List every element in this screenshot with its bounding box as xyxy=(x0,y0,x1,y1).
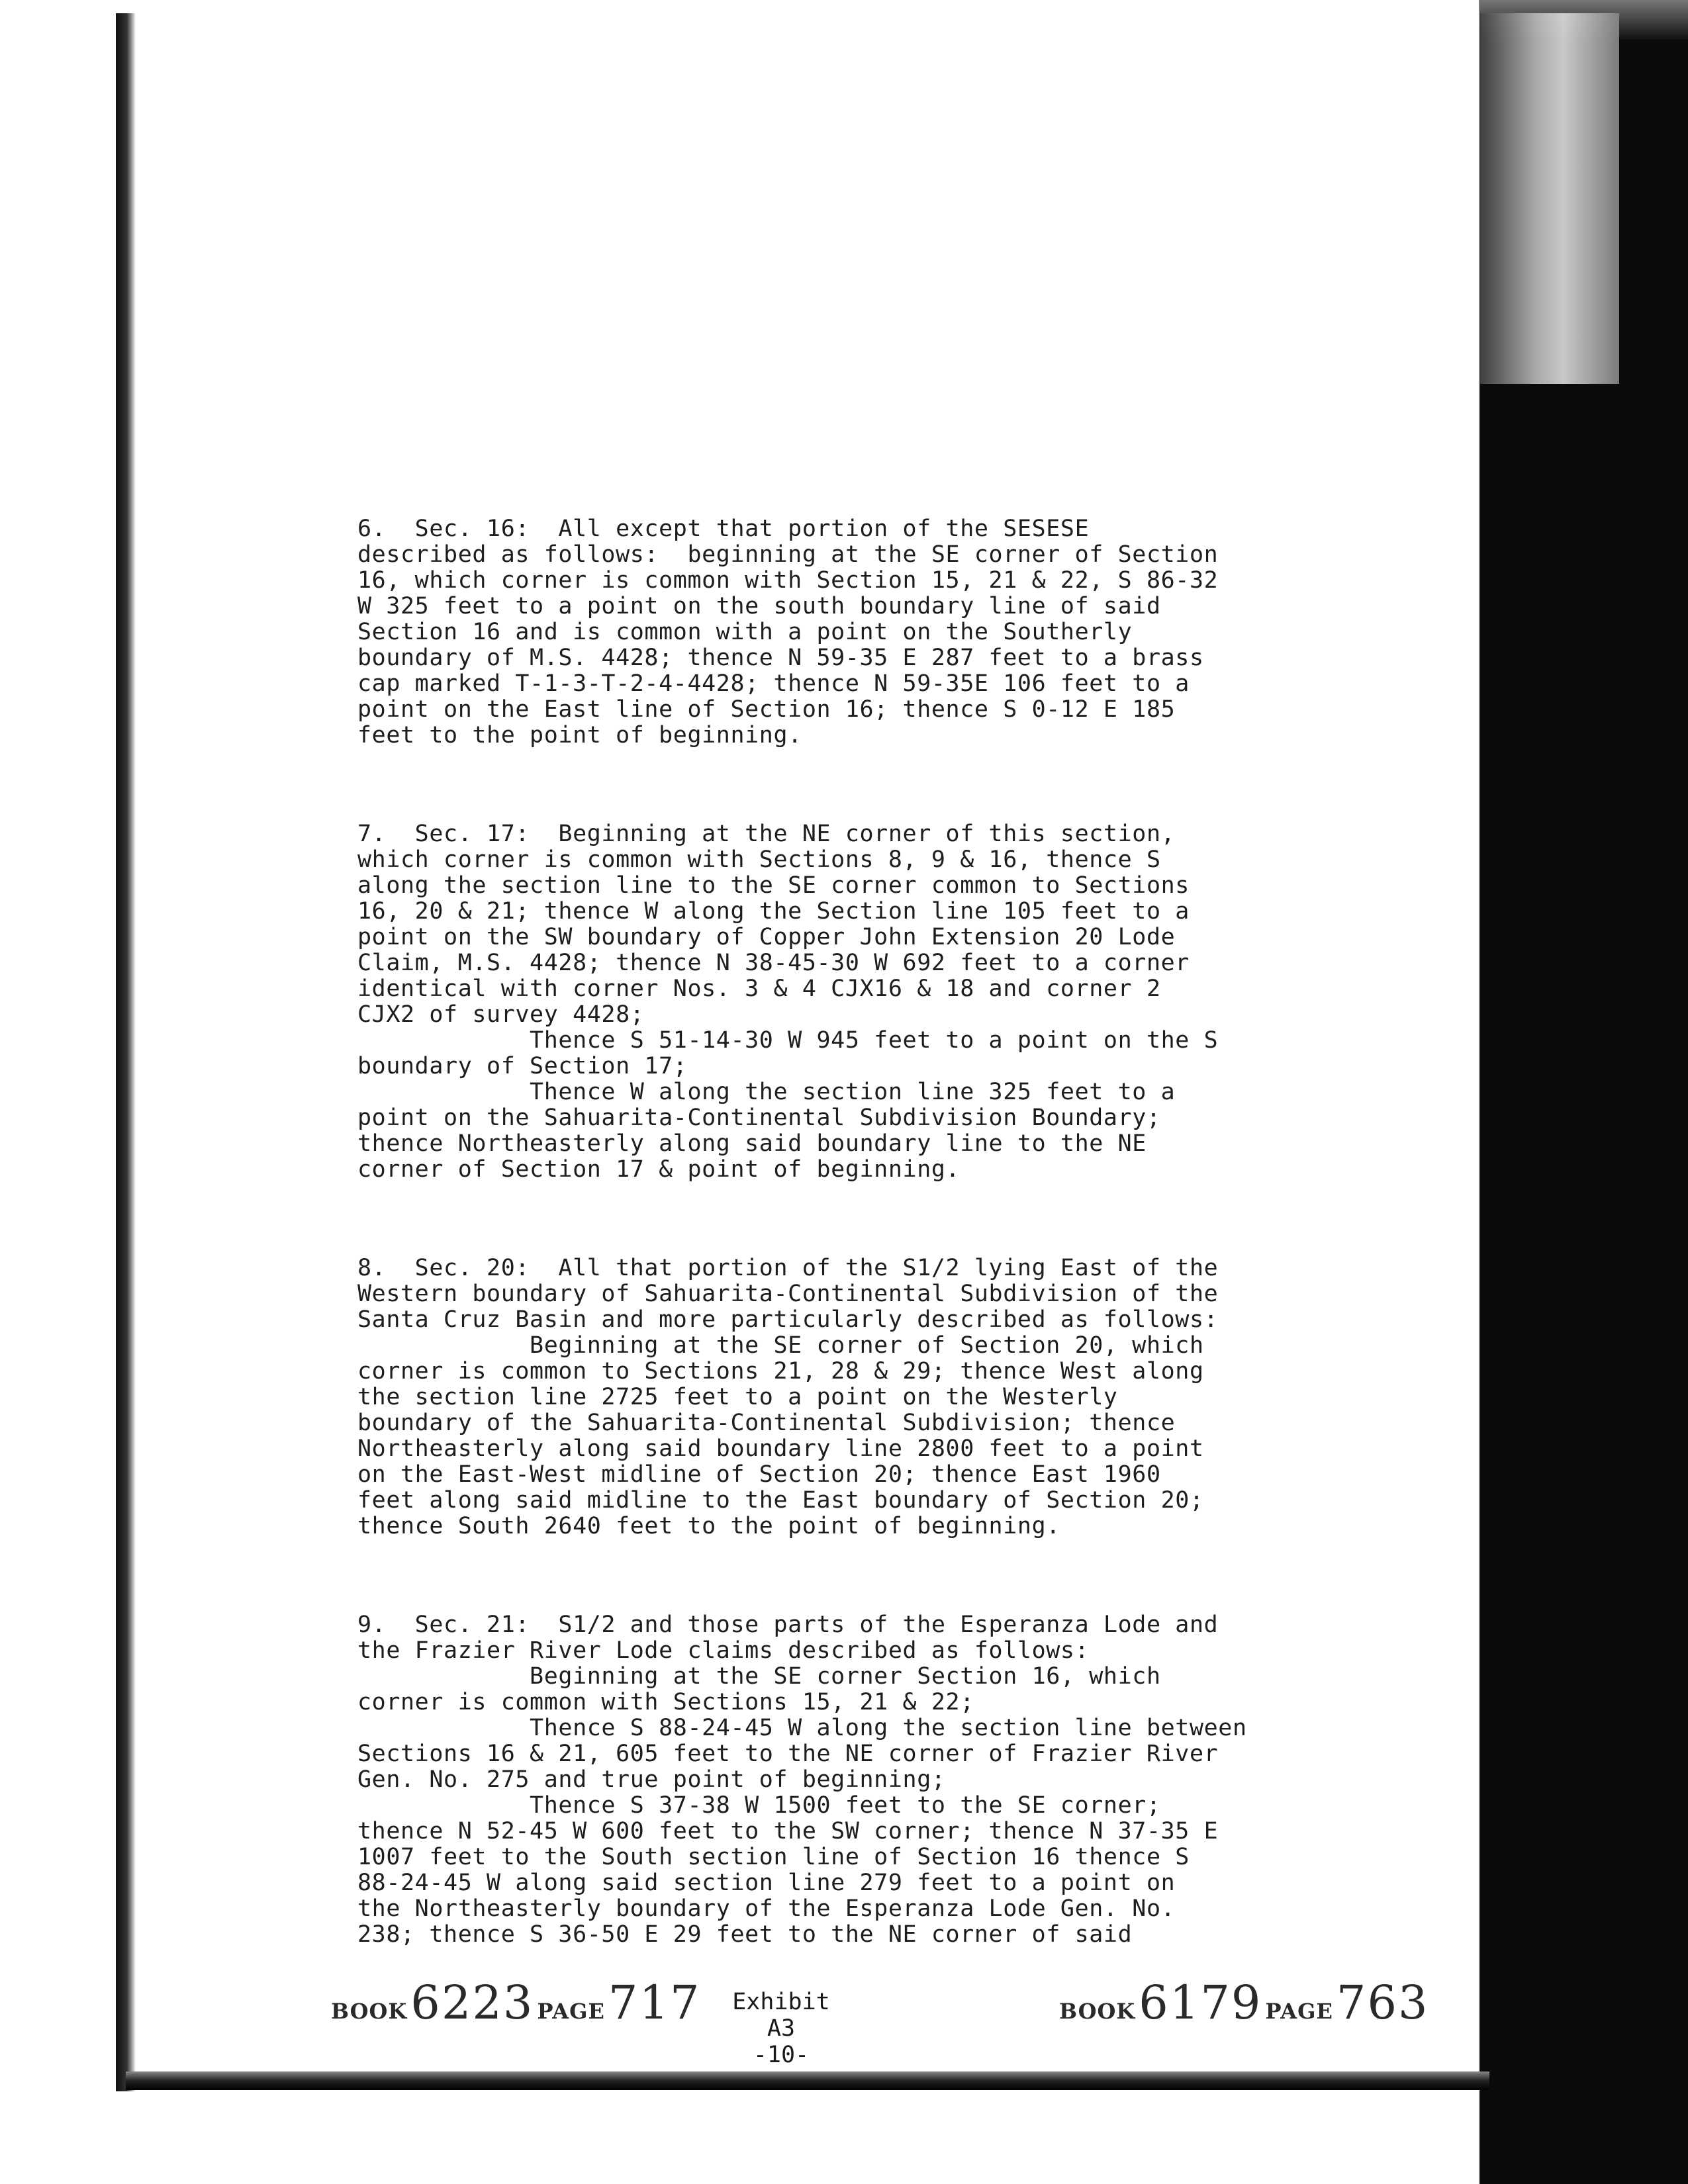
text-line: on the East-West midline of Section 20; thence East 1960 xyxy=(357,1461,1161,1488)
text-line: cap marked T-1-3-T-2-4-4428; thence N 59-35E 106 feet to a xyxy=(357,670,1190,697)
paragraph xyxy=(357,516,1337,749)
text-line: identical with corner Nos. 3 & 4 CJX16 & 18 and corner 2 xyxy=(357,976,1161,1002)
text-line: Thence S 37-38 W 1500 feet to the SE corner; xyxy=(357,1792,1161,1819)
exhibit-footer xyxy=(715,1989,847,2068)
text-line: point on the Sahuarita-Continental Subdivision Boundary; xyxy=(357,1105,1161,1131)
text-line: 16, which corner is common with Section 15, 21 & 22, S 86-32 xyxy=(357,567,1219,594)
page-marker: -10- xyxy=(753,2042,810,2068)
text-line: Beginning at the SE corner of Section 20, which xyxy=(357,1332,1204,1359)
book-label: BOOK xyxy=(1059,1999,1136,2024)
text-line: feet along said midline to the East boundary of Section 20; xyxy=(357,1487,1204,1514)
text-line: the Frazier River Lode claims described as follows: xyxy=(357,1637,1090,1664)
document-body xyxy=(357,516,1337,2021)
text-line: 1007 feet to the South section line of Section 16 thence S xyxy=(357,1844,1190,1870)
text-line: CJX2 of survey 4428; xyxy=(357,1001,645,1028)
paragraph xyxy=(357,1255,1337,1539)
text-line: 16, 20 & 21; thence W along the Section line 105 feet to a xyxy=(357,898,1190,925)
scan-right-artifact xyxy=(1480,13,1619,384)
text-line: corner of Section 17 & point of beginning. xyxy=(357,1156,961,1183)
book-label: BOOK xyxy=(331,1999,408,2024)
page-label: PAGE xyxy=(1265,1999,1333,2024)
text-line: 6. Sec. 16: All except that portion of the SESESE xyxy=(357,516,1090,542)
text-line: Claim, M.S. 4428; thence N 38-45-30 W 692 feet to a corner xyxy=(357,950,1190,976)
text-line: 9. Sec. 21: S1/2 and those parts of the Esperanza Lode and xyxy=(357,1612,1219,1638)
text-line: Thence W along the section line 325 feet to a xyxy=(357,1079,1176,1105)
book-number: 6179 xyxy=(1139,1976,1262,2030)
text-line: corner is common with Sections 15, 21 & 22; xyxy=(357,1689,974,1715)
text-line: Western boundary of Sahuarita-Continental Subdivision of the xyxy=(357,1281,1219,1307)
text-line: thence South 2640 feet to the point of beginning. xyxy=(357,1513,1060,1539)
text-line: point on the SW boundary of Copper John Extension 20 Lode xyxy=(357,924,1176,950)
text-line: Section 16 and is common with a point on the Southerly xyxy=(357,619,1133,645)
page-number: 717 xyxy=(608,1976,701,2030)
paragraph xyxy=(357,1612,1337,1948)
scan-bottom-edge xyxy=(126,2071,1489,2090)
text-line: Northeasterly along said boundary line 2800 feet to a point xyxy=(357,1435,1204,1462)
text-line: corner is common to Sections 21, 28 & 29; thence West along xyxy=(357,1358,1204,1385)
text-line: 7. Sec. 17: Beginning at the NE corner of this section, xyxy=(357,821,1176,847)
text-line: Gen. No. 275 and true point of beginning; xyxy=(357,1766,946,1793)
text-line: the Northeasterly boundary of the Esperanza Lode Gen. No. xyxy=(357,1895,1176,1922)
text-line: Santa Cruz Basin and more particularly described as follows: xyxy=(357,1306,1219,1333)
text-line: described as follows: beginning at the SE corner of Section xyxy=(357,541,1219,568)
exhibit-label: Exhibit A3 xyxy=(732,1989,830,2042)
paragraph xyxy=(357,821,1337,1183)
page-number: 763 xyxy=(1336,1976,1429,2030)
page-label: PAGE xyxy=(537,1999,605,2024)
text-line: 88-24-45 W along said section line 279 feet to a point on xyxy=(357,1870,1176,1896)
text-line: feet to the point of beginning. xyxy=(357,722,802,749)
book-page-stamp-right xyxy=(1059,1976,1429,2030)
scan-left-edge xyxy=(116,13,136,2091)
text-line: 238; thence S 36-50 E 29 feet to the NE corner of said xyxy=(357,1921,1133,1948)
text-line: boundary of the Sahuarita-Continental Subdivision; thence xyxy=(357,1410,1176,1436)
text-line: thence N 52-45 W 600 feet to the SW corner; thence N 37-35 E xyxy=(357,1818,1219,1844)
text-line: thence Northeasterly along said boundary line to the NE xyxy=(357,1130,1147,1157)
text-line: point on the East line of Section 16; thence S 0-12 E 185 xyxy=(357,696,1176,723)
text-line: along the section line to the SE corner common to Sections xyxy=(357,872,1190,899)
text-line: boundary of M.S. 4428; thence N 59-35 E 287 feet to a brass xyxy=(357,645,1204,671)
text-line: which corner is common with Sections 8, 9 & 16, thence S xyxy=(357,846,1161,873)
text-line: 8. Sec. 20: All that portion of the S1/2 lying East of the xyxy=(357,1255,1219,1281)
text-line: the section line 2725 feet to a point on the Westerly xyxy=(357,1384,1118,1410)
text-line: Sections 16 & 21, 605 feet to the NE corner of Frazier River xyxy=(357,1741,1219,1767)
book-page-stamp-left xyxy=(331,1976,701,2030)
text-line: Thence S 88-24-45 W along the section line between xyxy=(357,1715,1247,1741)
text-line: W 325 feet to a point on the south boundary line of said xyxy=(357,593,1161,619)
book-number: 6223 xyxy=(410,1976,534,2030)
text-line: Thence S 51-14-30 W 945 feet to a point on the S xyxy=(357,1027,1219,1054)
text-line: boundary of Section 17; xyxy=(357,1053,688,1079)
text-line: Beginning at the SE corner Section 16, which xyxy=(357,1663,1161,1690)
